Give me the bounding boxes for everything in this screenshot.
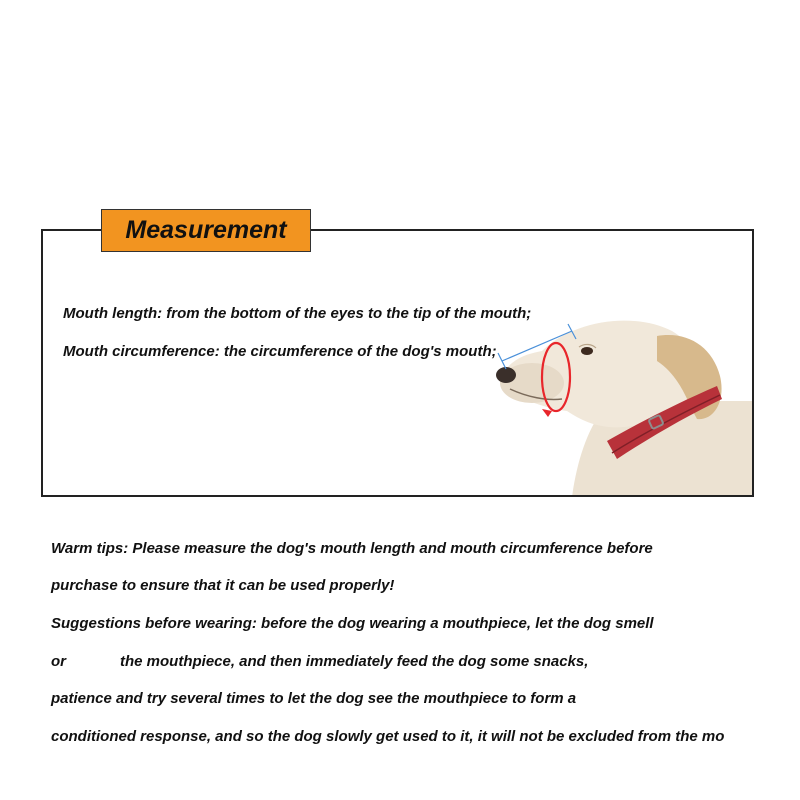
measurement-title: Measurement	[125, 216, 287, 244]
dog-nose	[496, 367, 516, 383]
mouth-circumference-text: Mouth circumference: the circumference of the dog's mouth;	[63, 343, 497, 360]
tips-line-4	[51, 653, 588, 670]
tips-line-6: conditioned response, and so the dog slowly get used to it, it will not be excluded from the mo	[51, 728, 725, 745]
tips-line-2: purchase to ensure that it can be used properly!	[51, 577, 395, 594]
measurement-title-tab	[101, 209, 311, 252]
dog-eye	[581, 347, 593, 355]
tips-line-5: patience and try several times to let the dog see the mouthpiece to form a	[51, 690, 577, 707]
tips-line-4-start: or	[51, 653, 66, 670]
tips-line-4-end: the mouthpiece, and then immediately feed the dog some snacks,	[120, 653, 589, 670]
circumference-arrow-icon	[542, 409, 552, 417]
mouth-length-text: Mouth length: from the bottom of the eyes to the tip of the mouth;	[63, 305, 532, 322]
tips-line-3: Suggestions before wearing: before the dog wearing a mouthpiece, let the dog smell	[51, 615, 654, 632]
measurement-panel	[41, 229, 754, 497]
tips-line-1: Warm tips: Please measure the dog's mouth length and mouth circumference before	[51, 540, 653, 557]
